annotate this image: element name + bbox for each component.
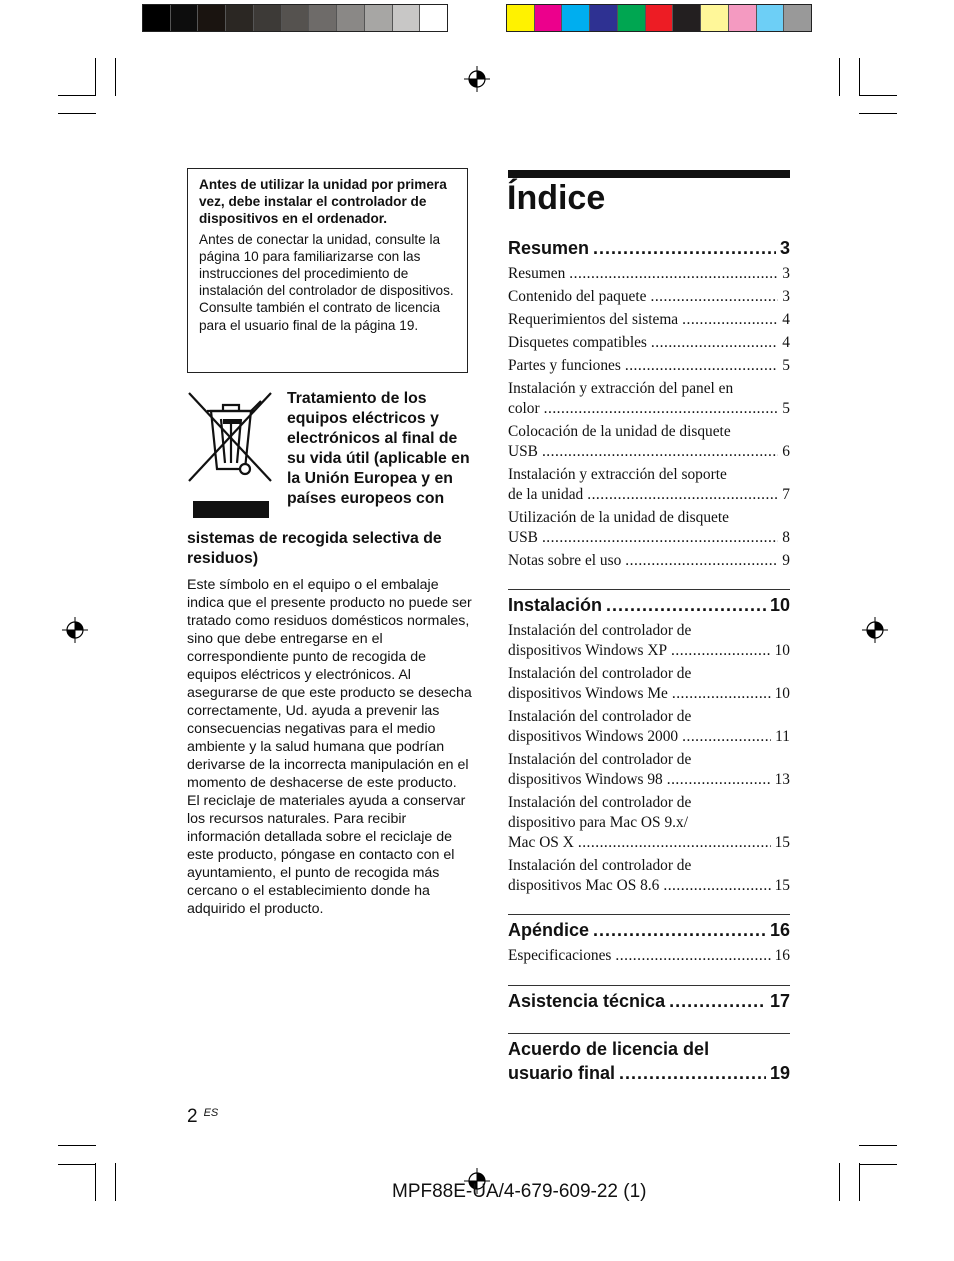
color-swatch (757, 5, 785, 31)
toc-section-title: Instalación (508, 595, 603, 615)
color-swatch (393, 5, 421, 31)
toc-page-number: 15 (774, 834, 790, 851)
toc-entry (508, 707, 790, 747)
toc-entry (508, 379, 790, 419)
toc-entry-text: Instalación y extracción del panel en (508, 380, 734, 397)
toc-page-number: 9 (782, 552, 790, 569)
crop-mark (115, 1163, 116, 1201)
toc-entry-text: USB (508, 443, 538, 460)
toc-page-number: 5 (782, 400, 790, 417)
toc-page-number: 16 (774, 947, 790, 964)
color-swatch (646, 5, 674, 31)
toc-entry-text: Instalación del controlador de (508, 794, 692, 811)
color-swatch (507, 5, 535, 31)
toc-section-title: Acuerdo de licencia del (508, 1039, 710, 1059)
toc-section (508, 234, 790, 574)
toc-entry-text: dispositivos Windows 2000 (508, 728, 679, 745)
registration-mark-icon (464, 66, 490, 92)
toc-section (508, 589, 790, 899)
toc-section-title: Apéndice (508, 920, 590, 940)
color-swatch (618, 5, 646, 31)
color-swatch (226, 5, 254, 31)
weee-heading: Tratamiento de los equipos eléctricos y electrónicos al final de su vida útil (aplicable en la Unión Europea y en países europeos con (287, 390, 470, 507)
crop-mark (859, 1163, 860, 1201)
toc-entry-text: Disquetes compatibles (508, 334, 647, 351)
toc-entry-text: Instalación y extracción del soporte (508, 466, 727, 483)
toc-page-number: 11 (775, 728, 790, 745)
toc-entry (508, 356, 790, 376)
toc-entry-text: dispositivos Mac OS 8.6 (508, 877, 660, 894)
crop-mark (58, 113, 96, 114)
footer-code: MPF88E-UA/4-679-609-22 (1) (392, 1181, 647, 1202)
toc-page-number: 3 (782, 288, 790, 305)
toc-entry-text: Instalación del controlador de (508, 708, 692, 725)
weee-heading-continued: sistemas de recogida selectiva de residuos) (187, 530, 442, 567)
crop-mark (859, 58, 860, 96)
toc-page-number: 3 (782, 265, 790, 282)
grayscale-calibration-bar (142, 4, 448, 32)
color-swatch (171, 5, 199, 31)
toc-section-title: Resumen (508, 238, 590, 258)
toc-entry (508, 310, 790, 330)
color-swatch (784, 5, 811, 31)
toc-entry-text: USB (508, 529, 538, 546)
toc-page-number: 16 (769, 920, 790, 940)
toc-entry (508, 465, 790, 505)
registration-mark-icon (862, 617, 888, 643)
toc-entry-text: Utilización de la unidad de disquete (508, 509, 729, 526)
toc-entry-text: Resumen (508, 265, 566, 282)
toc-entry (508, 264, 790, 284)
toc-entry-text: dispositivo para Mac OS 9.x/ (508, 814, 688, 831)
crop-mark (859, 113, 897, 114)
toc-page-number: 17 (769, 991, 790, 1011)
toc-entry-text: Instalación del controlador de (508, 665, 692, 682)
crop-mark (839, 1163, 840, 1201)
crop-mark (859, 95, 897, 96)
color-swatch (590, 5, 618, 31)
toc-entry (508, 750, 790, 790)
toc-entry (508, 621, 790, 661)
toc-page-number: 7 (782, 486, 790, 503)
toc-page-number: 6 (782, 443, 790, 460)
crossed-out-wheelie-bin-icon (187, 389, 275, 519)
toc-entry-text: dispositivos Windows 98 (508, 771, 663, 788)
color-swatch (337, 5, 365, 31)
color-swatch (254, 5, 282, 31)
toc-page-number: 19 (769, 1063, 790, 1083)
color-swatch (365, 5, 393, 31)
toc-entry (508, 664, 790, 704)
toc-page-number: 10 (774, 642, 790, 659)
page-title: Índice (507, 179, 606, 217)
toc-page-number: 10 (774, 685, 790, 702)
crop-mark (58, 1145, 96, 1146)
crop-mark (95, 58, 96, 96)
color-swatch (729, 5, 757, 31)
toc-page-number: 15 (774, 877, 790, 894)
toc-section-title: Asistencia técnica (508, 991, 666, 1011)
color-swatch (143, 5, 171, 31)
toc-entry-text: dispositivos Windows Me (508, 685, 668, 702)
toc-page-number: 4 (782, 334, 790, 351)
toc-entry-text: Requerimientos del sistema (508, 311, 679, 328)
toc-entry (508, 422, 790, 462)
toc-page-number: 10 (769, 595, 790, 615)
toc-page-number: 4 (782, 311, 790, 328)
toc-entry (508, 793, 790, 853)
toc-entry-text: dispositivos Windows XP (508, 642, 668, 659)
crop-mark (58, 1164, 96, 1165)
color-swatch (420, 5, 447, 31)
driver-notice-box (187, 168, 468, 373)
toc-section (508, 985, 790, 1013)
color-swatch (701, 5, 729, 31)
toc-entry (508, 856, 790, 896)
toc-entry-text: color (508, 400, 540, 417)
page-language: ES (203, 1107, 219, 1119)
toc-entry-text: Contenido del paquete (508, 288, 647, 305)
crop-mark (95, 1163, 96, 1201)
weee-body-text: Este símbolo en el equipo o el embalaje indica que el presente producto no puede ser tratado como residuos domésticos normales, sino que debe entregarse en el correspondiente punto de recogida de equipos eléctricos y electrónicos. Al asegurarse de que este producto se desecha correctamente, Ud. ayuda a prevenir las consecuencias negativas para el medio ambiente y la salud humana que podrían derivarse de la incorrecta manipulación en el momento de deshacerse de este producto. El reciclaje de materiales ayuda a conservar los recursos naturales. Para recibir información detallada sobre el reciclaje de este producto, póngase en contacto con el ayuntamiento, el punto de recogida más cercano o el establecimiento donde ha adquirido el producto. (187, 577, 472, 917)
toc-entry (508, 287, 790, 307)
toc-section-license (508, 1033, 790, 1085)
toc-entry (508, 508, 790, 548)
color-swatch (309, 5, 337, 31)
crop-mark (839, 58, 840, 96)
page-number: 2 $^{ES}$ (187, 1106, 219, 1127)
color-swatch (673, 5, 701, 31)
color-swatch (282, 5, 310, 31)
toc-entry (508, 946, 790, 966)
toc-entry-text: Instalación del controlador de (508, 857, 692, 874)
crop-mark (58, 95, 96, 96)
toc-entry-text: de la unidad (508, 486, 584, 503)
registration-mark-icon (62, 617, 88, 643)
toc-page-number: 3 (779, 238, 790, 258)
crop-mark (859, 1164, 897, 1165)
color-swatch (535, 5, 563, 31)
color-swatch (562, 5, 590, 31)
crop-mark (859, 1145, 897, 1146)
toc-section (508, 914, 790, 969)
toc-entry-text: Colocación de la unidad de disquete (508, 423, 731, 440)
notice-bold-text: Antes de utilizar la unidad por primera vez, debe instalar el controlador de dispositivos en el ordenador. (199, 177, 447, 227)
toc-page-number: 13 (774, 771, 790, 788)
toc-entry-text: Instalación del controlador de (508, 622, 692, 639)
color-swatch (198, 5, 226, 31)
color-calibration-bar (506, 4, 812, 32)
toc-entry-text: Instalación del controlador de (508, 751, 692, 768)
notice-text: Antes de conectar la unidad, consulte la página 10 para familiarizarse con las instrucciones del procedimiento de instalación del controlador de dispositivos. Consulte también el contrato de licencia para el usuario final de la página 19. (199, 231, 454, 333)
toc-entry-text: Notas sobre el uso (508, 552, 622, 569)
toc-section-title: usuario final (508, 1063, 616, 1083)
toc-entry-text: Partes y funciones (508, 357, 621, 374)
toc-page-number: 5 (782, 357, 790, 374)
toc-entry-text: Especificaciones (508, 947, 612, 964)
toc-entry (508, 333, 790, 353)
toc-entry (508, 551, 790, 571)
crop-mark (115, 58, 116, 96)
toc-page-number: 8 (782, 529, 790, 546)
toc-entry-text: Mac OS X (508, 834, 574, 851)
